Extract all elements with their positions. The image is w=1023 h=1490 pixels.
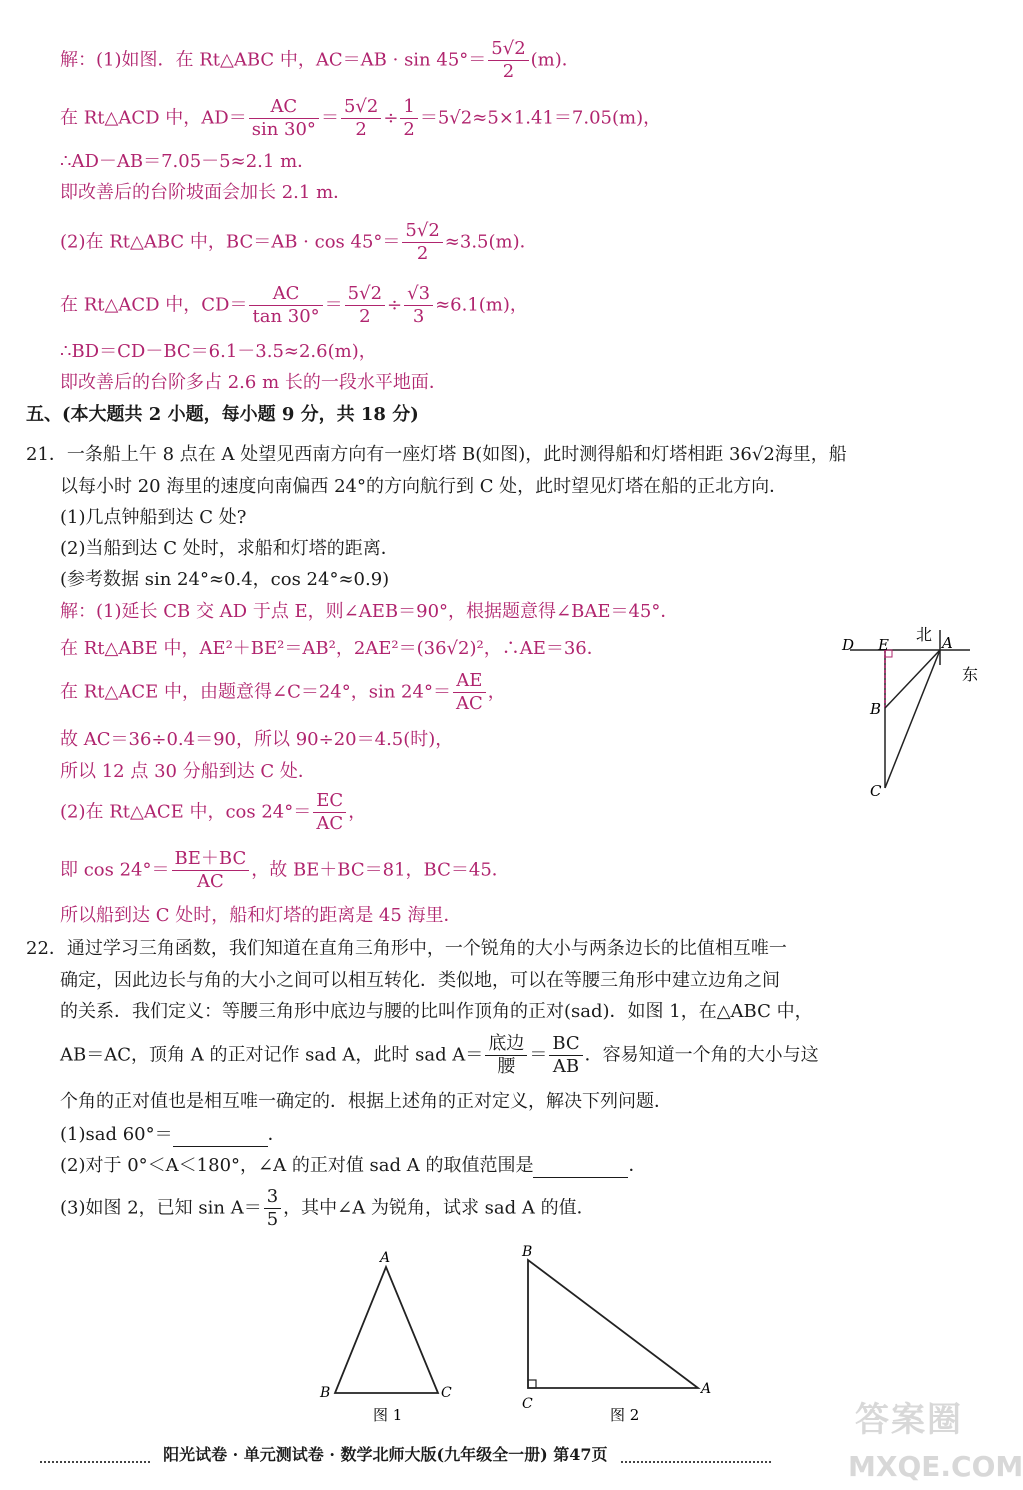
q20-answer-line-8: 即改善后的台阶多占 2.6 m 长的一段水平地面． bbox=[60, 372, 447, 393]
q20-answer-line-6: 在 Rt△ACD 中，CD＝ $\frac{AC}{\tan 30^\circ}$ ＝ $\frac{5√2}{2}$ ÷ $\frac{√3}{3}$ ≈6.1(m)， bbox=[60, 283, 528, 327]
q20-answer-line-2: 在 Rt△ACD 中，AD＝ $\frac{AC}{\sin 30^\circ}$ ＝ $\frac{5√2}{2}$ ÷ $\frac{1}{2}$ ＝5√2≈5×1.41＝7.05(m)， bbox=[60, 96, 662, 140]
q21-answer-line-6: (2)在 Rt△ACE 中，cos 24°＝ $\frac{EC}{AC}$ ， bbox=[60, 790, 367, 834]
q22-stem-line-5: 个角的正对值也是相互唯一确定的．根据上述角的正对定义，解决下列问题． bbox=[60, 1091, 672, 1112]
q21-stem-line-1: 21．一条船上午 8 点在 A 处望见西南方向有一座灯塔 B(如图)，此时测得船和灯塔相距 36√2海里，船 bbox=[26, 444, 847, 465]
fig1-label-B: B bbox=[320, 1385, 331, 1401]
q21-answer-line-4: 故 AC＝36÷0.4＝90，所以 90÷20＝4.5(时)， bbox=[60, 729, 454, 750]
label-north: 北 bbox=[916, 625, 933, 644]
answer-blank-2[interactable] bbox=[533, 1159, 628, 1178]
q22-stem-line-1: 22．通过学习三角函数，我们知道在直角三角形中，一个锐角的大小与两条边长的比值相互唯一 bbox=[26, 938, 787, 959]
footer-text: 阳光试卷 · 单元测试卷 · 数学北师大版(九年级全一册) 第47页 bbox=[163, 1445, 608, 1464]
fig1-caption: 图 1 bbox=[373, 1406, 403, 1424]
watermark-url: MXQE.COM bbox=[848, 1450, 1023, 1483]
q20-answer-line-1: 解：(1)如图．在 Rt△ABC 中，AC＝AB · sin 45°＝ $\frac{5√2}{2}$ (m)． bbox=[60, 38, 580, 82]
line-AC bbox=[885, 650, 940, 788]
q21-part-2: (2)当船到达 C 处时，求船和灯塔的距离． bbox=[60, 538, 399, 559]
q22-stem-line-3: 的关系．我们定义：等腰三角形中底边与腰的比叫作顶角的正对(sad)．如图 1，在△ABC 中， bbox=[60, 1001, 813, 1022]
q21-stem-line-2: 以每小时 20 海里的速度向南偏西 24°的方向航行到 C 处，此时望见灯塔在船的正北方向． bbox=[60, 476, 788, 497]
q21-answer-line-2: 在 Rt△ABE 中，AE²＋BE²＝AB²，2AE²＝(36√2)²，∴AE＝36． bbox=[60, 638, 605, 659]
fig1-label-A: A bbox=[380, 1250, 391, 1266]
q22-stem-line-2: 确定，因此边长与角的大小之间可以相互转化．类似地，可以在等腰三角形中建立边角之间 bbox=[60, 970, 780, 991]
q22-part-3: (3)如图 2，已知 sin A＝ $\frac{3}{5}$ ，其中∠A 为锐角，试求 sad A 的值． bbox=[60, 1186, 595, 1230]
triangle-ABC bbox=[335, 1267, 438, 1393]
q21-part-1: (1)几点钟船到达 C 处? bbox=[60, 507, 247, 528]
label-D: D bbox=[842, 636, 855, 654]
q21-answer-line-5: 所以 12 点 30 分船到达 C 处． bbox=[60, 761, 316, 782]
footer-dots-left bbox=[40, 1449, 150, 1463]
footer-dots-right bbox=[621, 1449, 771, 1463]
fig2-label-C: C bbox=[522, 1396, 533, 1412]
q22-figure-2 bbox=[510, 1240, 725, 1430]
q20-answer-line-3: ∴AD－AB＝7.05－5≈2.1 m． bbox=[60, 151, 316, 172]
label-E: E bbox=[878, 636, 889, 654]
q21-answer-line-3: 在 Rt△ACE 中，由题意得∠C＝24°，sin 24°＝ $\frac{AE}{AC}$ ， bbox=[60, 670, 506, 714]
line-AB bbox=[885, 650, 940, 708]
right-angle-mark bbox=[528, 1380, 536, 1388]
triangle-ABC-right bbox=[528, 1260, 698, 1388]
q22-part-2: (2)对于 0°＜A＜180°，∠A 的正对值 sad A 的取值范围是 ． bbox=[60, 1155, 647, 1176]
q21-answer-line-1: 解：(1)延长 CB 交 AD 于点 E，则∠AEB＝90°，根据题意得∠BAE＝45°． bbox=[60, 601, 679, 622]
label-C: C bbox=[870, 782, 882, 800]
q21-figure bbox=[830, 620, 990, 810]
label-A: A bbox=[942, 634, 953, 652]
label-B: B bbox=[870, 700, 882, 718]
page-footer bbox=[40, 1443, 970, 1467]
fig1-label-C: C bbox=[441, 1385, 452, 1401]
q20-answer-line-4: 即改善后的台阶坡面会加长 2.1 m． bbox=[60, 182, 352, 203]
watermark-logo: 答案圈 bbox=[855, 1400, 963, 1440]
q21-answer-line-7: 即 cos 24°＝ $\frac{BE+BC}{AC}$ ，故 BE＋BC＝81，BC＝45． bbox=[60, 848, 510, 892]
q21-answer-line-8: 所以船到达 C 处时，船和灯塔的距离是 45 海里． bbox=[60, 905, 462, 926]
fig2-caption: 图 2 bbox=[610, 1406, 640, 1424]
fig2-label-B: B bbox=[522, 1244, 533, 1260]
section-heading: 五、(本大题共 2 小题，每小题 9 分，共 18 分) bbox=[26, 404, 419, 425]
q20-answer-line-7: ∴BD＝CD－BC＝6.1－3.5≈2.6(m)， bbox=[60, 341, 377, 362]
q22-figure-1 bbox=[310, 1245, 460, 1430]
answer-blank-1[interactable] bbox=[173, 1128, 268, 1147]
q21-reference-data: (参考数据 sin 24°≈0.4，cos 24°≈0.9) bbox=[60, 569, 390, 590]
q20-answer-line-5: (2)在 Rt△ABC 中，BC＝AB · cos 45°＝ $\frac{5√2}{2}$ ≈3.5(m)． bbox=[60, 220, 538, 264]
q22-stem-line-4: AB＝AC，顶角 A 的正对记作 sad A，此时 sad A＝ 底边 腰 ＝ $\frac{BC}{AB}$ ．容易知道一个角的大小与这 bbox=[60, 1033, 819, 1077]
q22-part-1: (1)sad 60°＝ ． bbox=[60, 1124, 286, 1145]
fig2-label-A: A bbox=[701, 1381, 712, 1397]
label-east: 东 bbox=[962, 665, 979, 684]
